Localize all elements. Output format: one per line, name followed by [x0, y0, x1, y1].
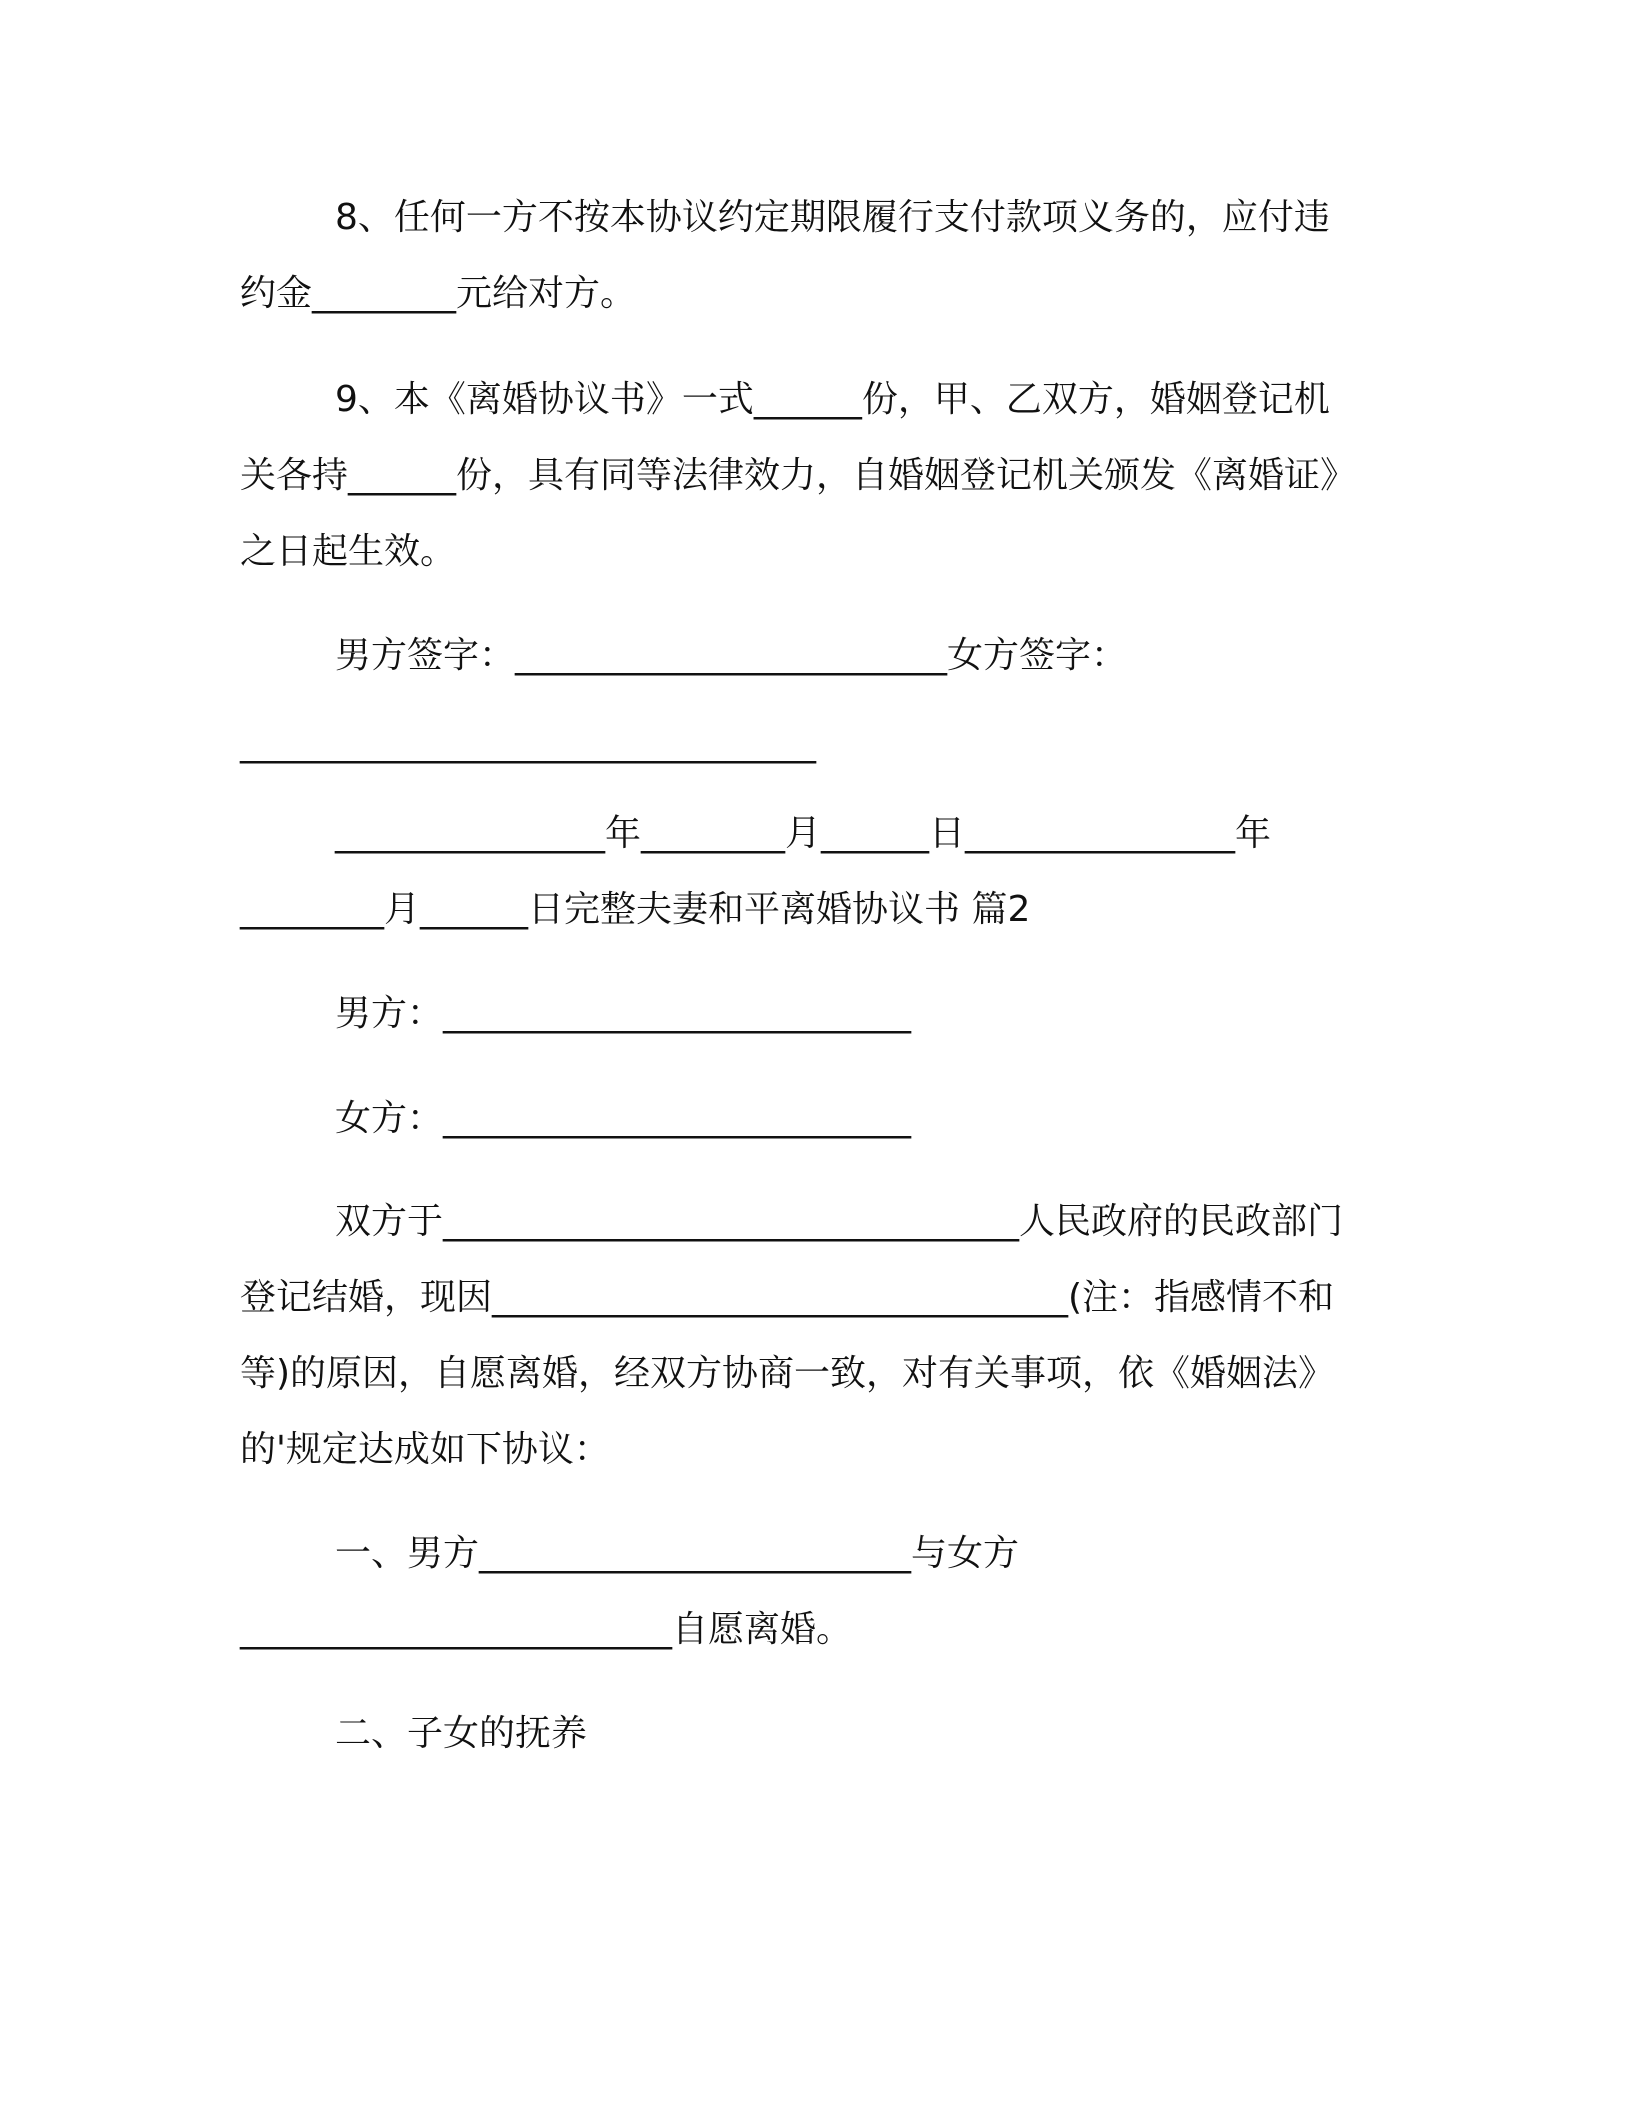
intro-line-3: 等)的原因，自愿离婚，经双方协商一致，对有关事项，依《婚姻法》	[240, 1353, 1335, 1394]
signature-line: 男方签字：________________________女方签字：	[335, 635, 1128, 676]
intro-line-4: 的'规定达成如下协议：	[240, 1429, 610, 1470]
clause-9-line-1: 9、本《离婚协议书》一式______份，甲、乙双方，婚姻登记机	[335, 379, 1330, 420]
clause-8-line-1: 8、任何一方不按本协议约定期限履行支付款项义务的，应付违	[335, 197, 1330, 238]
male-party-line: 男方：__________________________	[335, 993, 912, 1034]
section-1-line-2: ________________________自愿离婚。	[240, 1609, 853, 1650]
date-line-1: _______________年________月______日_______________年	[335, 813, 1271, 854]
female-party-line: 女方：__________________________	[335, 1098, 912, 1139]
clause-9-line-2: 关各持______份，具有同等法律效力，自婚姻登记机关颁发《离婚证》	[240, 455, 1357, 496]
intro-line-1: 双方于________________________________人民政府的民政部门	[335, 1201, 1344, 1242]
section-1-line-1: 一、男方________________________与女方	[335, 1533, 1020, 1574]
date-line-2-and-title: ________月______日完整夫妻和平离婚协议书 篇2	[240, 889, 1031, 930]
section-2-heading: 二、子女的抚养	[335, 1713, 588, 1754]
signature-blank-line: ________________________________	[240, 723, 816, 764]
clause-8-line-2: 约金________元给对方。	[240, 273, 637, 314]
intro-line-2: 登记结婚，现因________________________________(注：指感情不和	[240, 1277, 1335, 1318]
clause-9-line-3: 之日起生效。	[240, 531, 457, 572]
